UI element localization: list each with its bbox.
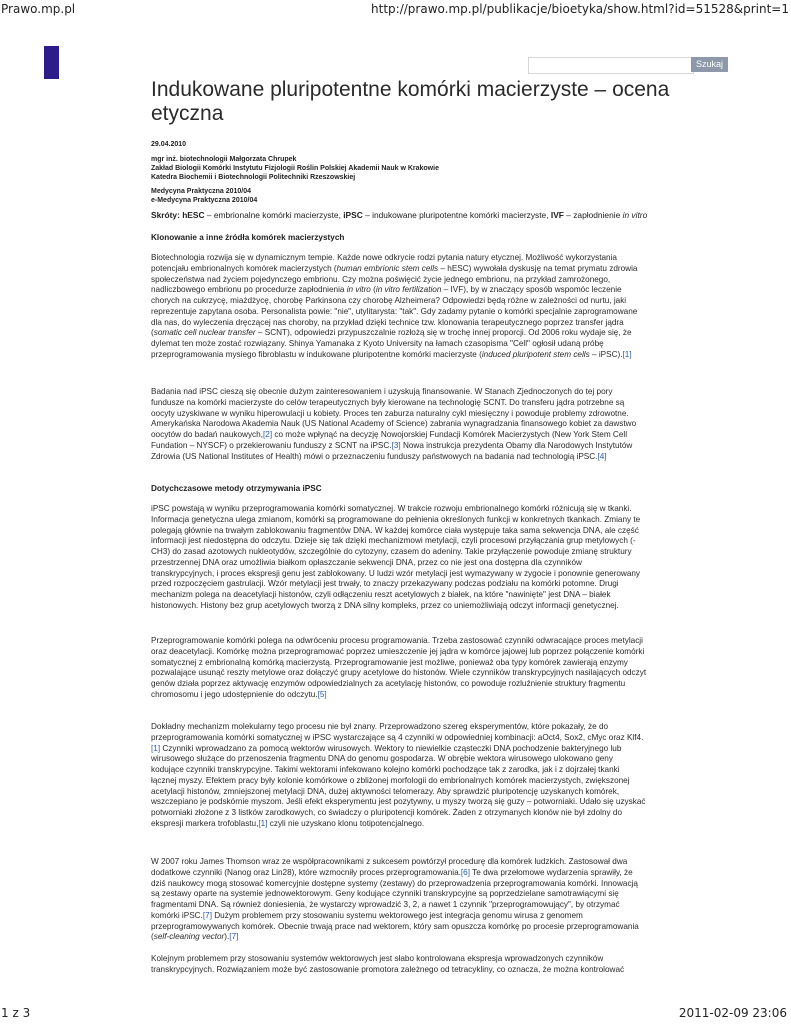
page-number: 1 z 3 [1, 1006, 31, 1020]
paragraph [151, 253, 647, 361]
text: in vitro [346, 285, 371, 295]
print-header [0, 0, 791, 20]
section-heading: Klonowanie a inne źródła komórek macierzystych [151, 233, 345, 242]
text: – IVF), by w znaczący sposób wspomóc leczenie chorych na cukrzycę, miażdżycę, chorobę Parkinsona czy chorobę Alzheimera? Odpowiedzi będą różne w zależności od nurtu, jaki reprezentuje zapytana osoba. Personalista powie: "nie", utylitarysta: "tak". Gdy zadamy pytanie o komórki specjalnie zaprogramowane dla nas, do wyleczenia dręczącej nas choroby, na przykład dzięki technice tzw. klonowania terapeutycznego poprzez transfer jądra ( [151, 285, 638, 338]
paragraph: Kolejnym problemem przy stosowaniu systemów wektorowych jest słabo kontrolowana ekspresja wprowadzonych czynników transkrypcyjnych. Rozwiązaniem może być zastosowanie promotora zależnego od tetracykliny, co oznacza, że można kontrolować [151, 954, 625, 974]
text: – iPSC). [589, 349, 623, 359]
text: ( [370, 285, 376, 295]
text: self-cleaning vector [153, 932, 225, 942]
text: Przeprogramowanie komórki polega na odwróceniu procesu programowania. Trzeba zastosować czynniki odwracające proces metylacji oraz deacetylacji. Komórkę można przeprogramować poprzez umieszczenie jej jądra w komórce jajowej lub poprzez połączenie komórki somatycznej z embrionalną komórką macierzystą. Przeprogramowanie jest możliwe, ponieważ oba typy komórek zawierają enzymy pozwalające usunąć reszty metylowe oraz dołączyć grupy acetylowe do histonów. Wiele czynników transkrypcyjnych nasilających odczyt genów działa poprzez aktywację enzymów odpowiedzialnych za acetylację histonów, co powoduje rozluźnienie struktury fragmentu chromosomu i jego udostępnienie do odczytu. [151, 636, 647, 699]
abbr-def: – embrionalne komórki macierzyste, [204, 210, 344, 220]
text: czyli nie uzyskano klonu totipotencjalnego. [267, 818, 425, 828]
abbr-term: iPSC [343, 210, 363, 220]
search-input[interactable] [528, 57, 694, 74]
text: somatic cell nuclear transfer [153, 328, 256, 338]
abbr-def: – zapłodnienie [563, 210, 623, 220]
text: W 2007 roku James Thomson wraz ze współpracownikami z sukcesem powtórzył procedurę dla komórek ludzkich. Zastosował dwa dodatkowe czynniki (Nanog oraz Lin28), które wzmocniły proces przeprogramowania. [151, 857, 628, 877]
footnote-link[interactable]: [1] [622, 349, 632, 359]
source-publication: e-Medycyna Praktyczna 2010/04 [151, 197, 258, 204]
abbr-def: in vitro [622, 210, 648, 220]
author-affiliation: Katedra Biochemii i Biotechnologii Politechniki Rzeszowskiej [151, 174, 356, 181]
section-heading: Dotychczasowe metody otrzymywania iPSC [151, 484, 322, 493]
footnote-link[interactable]: [2] [262, 430, 273, 439]
text: Badania nad iPSC cieszą się obecnie dużym zainteresowaniem i uzyskują finansowanie. W Stanach Zjednoczonych do tej pory fundusze na komórki macierzyste do celów terapeutycznych były kierowane na technologię SCNT. Do transferu jądra potrzebne są oocyty uzyskiwane w wyniku hiperowulacji u kobiety. Proces ten zaburza naturalny cykl miesięczny i powoduje problemy zdrowotne. Amerykańska Narodowa Akademia Nauk (US National Academy of Science) zabrania wynagradzania finansowego kobiet za dawstwo oocytów do badań naukowych, [151, 387, 637, 439]
text: co może wpłynąć na decyzję Nowojorskiej Fundacji Komórek Macierzystych (New York Stem Cell Fundation – NYSCF) o przekierowaniu funduszy z SCNT na iPSC. [151, 430, 628, 450]
text: Dużym problemem przy stosowaniu systemu wektorowego jest integracja genomu wirusa z genomem przeprogramowywanych komórek. Obecnie trwają prace nad wektorem, który sam opuszcza komórkę po procesie przeprogramowania ( [151, 910, 639, 942]
article-title: Indukowane pluripotentne komórki macierzyste – ocena etyczna [151, 78, 670, 125]
author-affiliation: Zakład Biologii Komórki Instytutu Fizjologii Roślin Polskiej Akademii Nauk w Krakowie [151, 165, 439, 172]
article-author: mgr inż. biotechnologii Małgorzata Chrupek [151, 156, 297, 163]
site-logo-bar[interactable] [44, 46, 59, 79]
footnote-link[interactable]: [5] [317, 689, 327, 699]
source-publication: Medycyna Praktyczna 2010/04 [151, 188, 252, 195]
abbr-term: hESC [182, 210, 205, 220]
paragraph [151, 857, 647, 943]
abbreviations [151, 210, 651, 221]
text: ). [224, 932, 230, 942]
text: Biotechnologia rozwija się w dynamicznym tempie. Każde nowe odkrycie rodzi pytania natury etycznej. Możliwość wykorzystania potencjału embrionalnych komórek macierzystych ( [151, 253, 617, 273]
paragraph [151, 722, 647, 830]
abbr-term: IVF [550, 210, 564, 220]
footnote-link[interactable]: [4] [597, 451, 607, 461]
text: Czynniki wprowadzano za pomocą wektorów wirusowych. Wektory to niewielkie cząsteczki DNA pochodzenie bakteryjnego lub wirusowego służące do przenoszenia fragmentu DNA do genomu gospodarza. W obrębie wektora wirusowego ulokowano geny kodujące czynniki transkrypcyjne. Takimi wektorami infekowano kolejno komórki pochodzące tak z zarodka, jak i z dojrzałej tkanki łącznej myszy. Efektem pracy były kolonie komórkowe o zbliżonej morfologii do embrionalnych komórek macierzystych, zwiększonej acetylacji histonów, zmniejszonej metylacji DNA, dużej aktywności telomerazy. Aby sprawdzić pluripotencję uzyskanych komórek, wszczepiano je podskórnie myszom. Jeśli efekt eksperymentu jest pozytywny, u myszy tworzą się guzy – potworniaki. Udało się uzyskać potworniaki złożone z 3 listków zarodkowych, co świadczy o pluripotencji komórek. Żaden z otrzymanych klonów nie był zdolny do ekspresji markera trofoblastu, [151, 743, 646, 828]
footnote-link[interactable]: [1] [151, 743, 161, 753]
text: Dokładny mechanizm molekularny tego procesu nie był znany. Przeprowadzono szereg eksperymentów, które pokazały, że do przeprogramowania komórki somatycznej w iPSC wystarczające są 4 czynniki w odpowiedniej kombinacji: aOct4, Sox2, cMyc oraz Klf4. [151, 722, 644, 742]
footnote-link[interactable]: [7] [202, 910, 212, 920]
footnote-link[interactable]: [7] [229, 932, 239, 942]
footnote-link[interactable]: [3] [391, 440, 401, 450]
paragraph [151, 387, 647, 462]
print-footer [0, 1002, 791, 1024]
print-site-name: Prawo.mp.pl [1, 2, 76, 16]
text: in vitro fertilization [375, 285, 442, 295]
footnote-link[interactable]: [6] [460, 867, 471, 877]
paragraph: iPSC powstają w wyniku przeprogramowania komórki somatycznej. W trakcie rozwoju embrionalnego komórki różnicują się w tkanki. Informacja genetyczna ulega zmianom, komórki są programowane do pełnienia określonych funkcji w konkretnych tkankach. Zmiany te polegają głównie na trwałym zablokowaniu fragmentów DNA. W każdej komórce ciała występuje taka sama sekwencja DNA, ale część informacji jest niedostępna do odczytu. Dzieje się tak dzięki mechanizmowi metylacji, czyli procesowi przyłączania grup metylowych (-CH3) do zasad azotowych nukleotydów, szczególnie do cytozyny, czasem do adeniny. Takie przyłączenie powoduje zmianę struktury przestrzennej DNA oraz umożliwia białkom opłaszczanie sekwencji DNA, przez co nie jest ona dostępna dla czynników transkrypcyjnych, i proces ekspresji genu jest zablokowany. U ludzi wzór metylacji jest wymazywany w zygocie i ponownie generowany przed rozpoczęciem gastrulacji. Wzór metylacji jest trwały, to znaczy przekazywany podczas podziału na komórki potomne. Drugi mechanizm polega na deacetylacji histonów, czyli odłączeniu reszt acetylowych z białek, na które "nawinięte" jest DNA – białek histonowych. Histony bez grup acetylowych tworzą z DNA silny kompleks, przez co uniemożliwiają odczyt informacji genetycznej. [151, 504, 641, 610]
text: human embrionic stem cells [336, 263, 439, 273]
text: induced pluripotent stem cells [481, 349, 590, 359]
text: – SCNT), odpowiedzi przypuszczalnie rozłożą się w trochę innej proporcji. Od 2006 roku wydaje się, że dylemat ten może zostać rozwiązany. Shinya Yamanaka z Kyoto University na łamach czasopisma "Cell" ogłosił udaną próbę przeprogramowania mysiego fibroblastu w indukowane pluripotentne komórki macierzyste ( [151, 328, 632, 359]
article-date: 29.04.2010 [151, 141, 187, 148]
text: Te dwa przełomowe wydarzenia sprawiły, że dziś naukowcy mogą stosować komercyjnie dostępne systemy (zestawy) do przeprowadzenia przeprogramowania komórki. Innowacją są zestawy oparte na systemie jednowektorowym. Geny kodujące czynniki transkrypcyjne są poprzedzielane samotrawiącymi się fragmentami DNA. Są również doniesienia, że wystarczy wprowadzić 3, 2, a nawet 1 czynnik "przeprogramowujący", by otrzymać komórki iPSC. [151, 867, 638, 920]
abbr-def: – indukowane pluripotentne komórki macierzyste, [362, 210, 551, 220]
print-timestamp: 2011-02-09 23:06 [678, 1006, 787, 1020]
paragraph [151, 636, 647, 701]
search-button[interactable]: Szukaj [691, 57, 728, 72]
text: – hESC) wywołała dyskusję na temat prymatu zdrowia społeczeństwa nad życiem pojedynczego embrionu. Czy można poświęcić życie jednego embrionu, na przykład zamrożonego, nadliczbowego embrionu po procedurze zapłodnienia [151, 263, 638, 295]
footnote-link[interactable]: [1] [258, 818, 268, 828]
print-url: http://prawo.mp.pl/publikacje/bioetyka/show.html?id=51528&print=1 [371, 2, 789, 16]
abbreviations-label: Skróty: [151, 210, 180, 220]
text: Nowa instrukcja prezydenta Obamy dla Narodowych Instytutów Zdrowia (US National Institutes of Health) mówi o przeznaczeniu funduszy państwowych na badania nad technologią iPSC. [151, 440, 633, 461]
